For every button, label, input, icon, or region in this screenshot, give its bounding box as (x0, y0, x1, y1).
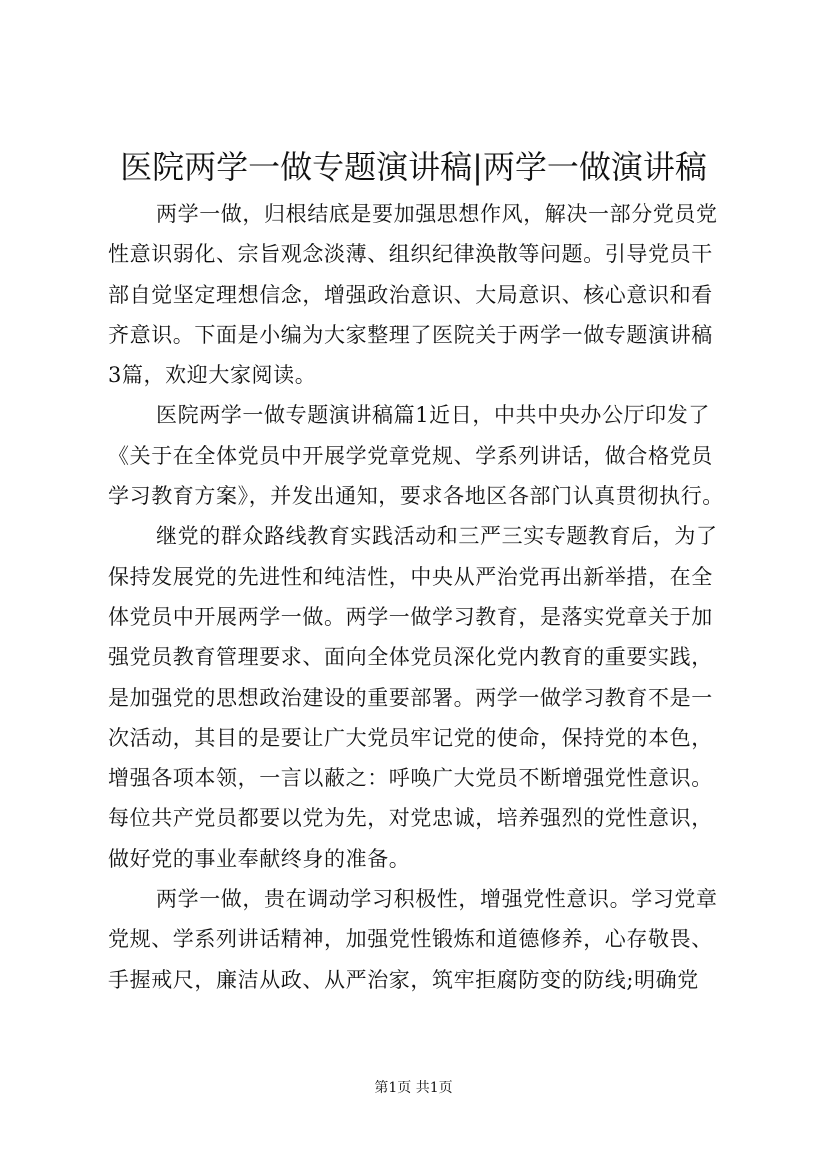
document-body (108, 194, 738, 1000)
paragraph-line: 学习教育方案》，并发出通知，要求各地区各部门认真贯彻执行。 (108, 484, 724, 509)
paragraph-line: 《关于在全体党员中开展学党章党规、学系列讲话，做合格党员 (108, 443, 713, 468)
paragraph-line: 医院两学一做专题演讲稿篇1近日，中共中央办公厅印发了 (156, 403, 710, 428)
paragraph-line: 做好党的事业奉献终身的准备。 (108, 846, 411, 871)
paragraph-line: 部自觉坚定理想信念，增强政治意识、大局意识、核心意识和看 (108, 282, 713, 307)
paragraph-line: 强党员教育管理要求、面向全体党员深化党内教育的重要实践， (108, 645, 713, 670)
paragraph-line: 齐意识。下面是小编为大家整理了医院关于两学一做专题演讲稿 (108, 322, 713, 347)
paragraph-line: 两学一做，归根结底是要加强思想作风，解决一部分党员党 (156, 202, 718, 226)
paragraph-line: 次活动，其目的是要让广大党员牢记党的使命，保持党的本色， (108, 725, 713, 750)
page-footer: 第1页 共1页 (374, 1080, 453, 1096)
paragraph-line: 每位共产党员都要以党为先，对党忠诚，培养强烈的党性意识， (108, 806, 713, 831)
document-title: 医院两学一做专题演讲稿|两学一做演讲稿 (120, 148, 707, 186)
paragraph-line: 是加强党的思想政治建设的重要部署。两学一做学习教育不是一 (108, 685, 713, 710)
paragraph-line: 继党的群众路线教育实践活动和三严三实专题教育后，为了 (156, 524, 718, 549)
paragraph-line: 体党员中开展两学一做。两学一做学习教育，是落实党章关于加 (108, 604, 713, 629)
paragraph-line: 保持发展党的先进性和纯洁性，中央从严治党再出新举措，在全 (108, 564, 713, 589)
paragraph-line: 3篇，欢迎大家阅读。 (108, 363, 317, 388)
paragraph-line: 性意识弱化、宗旨观念淡薄、组织纪律涣散等问题。引导党员干 (108, 242, 713, 267)
paragraph-line: 手握戒尺，廉洁从政、从严治家，筑牢拒腐防变的防线;明确党 (108, 967, 699, 992)
paragraph-line: 增强各项本领，一言以蔽之：呼唤广大党员不断增强党性意识。 (108, 766, 713, 791)
paragraph-line: 党规、学系列讲话精神，加强党性锻炼和道德修养，心存敬畏、 (108, 927, 713, 952)
paragraph-line: 两学一做，贵在调动学习积极性，增强党性意识。学习党章 (156, 887, 718, 912)
